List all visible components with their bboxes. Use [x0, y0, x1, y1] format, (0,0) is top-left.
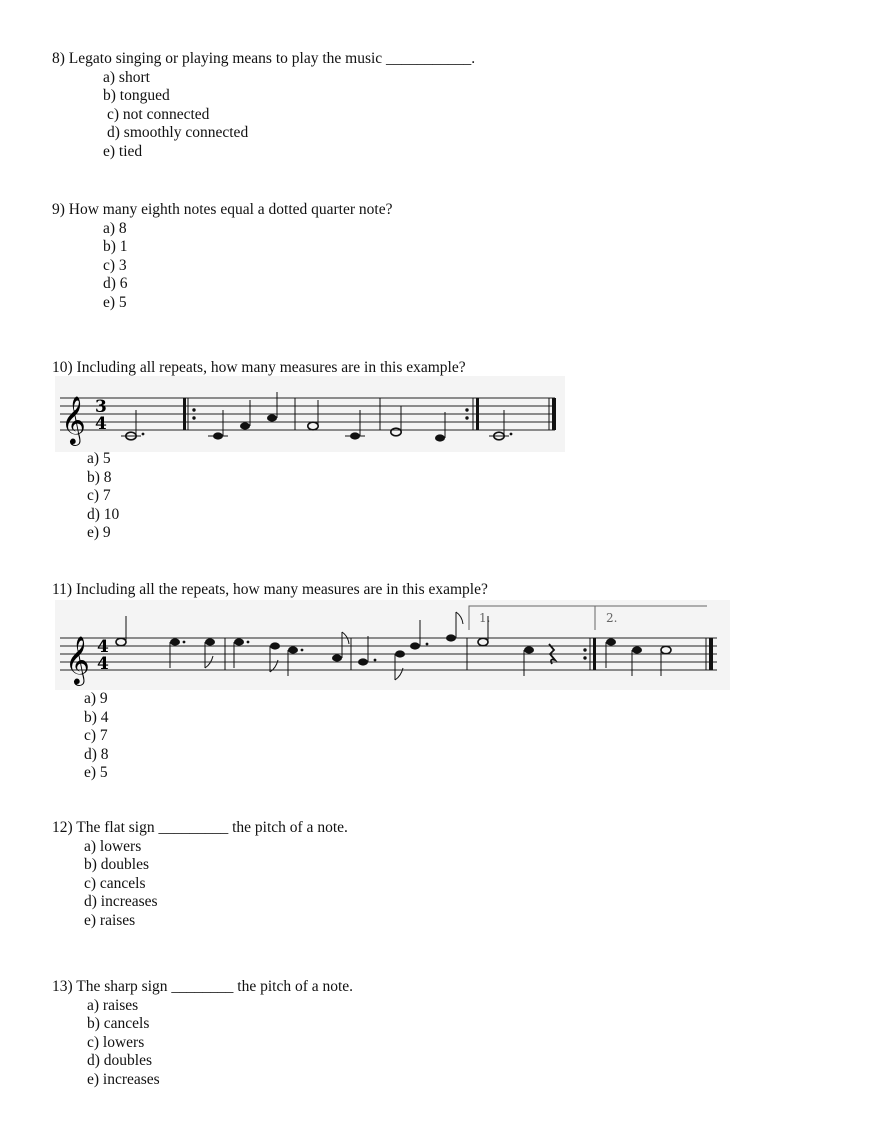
option-c[interactable]: c) lowers [87, 1033, 145, 1051]
option-b[interactable]: b) 8 [87, 468, 112, 486]
option-b[interactable]: b) doubles [84, 856, 150, 874]
option-d[interactable]: d) smoothly connected [107, 124, 249, 142]
second-ending-label: 2. [606, 611, 618, 625]
music-example-10 [55, 376, 565, 452]
question-stem: 12) The flat sign _________ the pitch of a note. [52, 819, 348, 836]
time-signature-bottom: 4 [97, 654, 109, 674]
option-d[interactable]: d) 8 [84, 745, 109, 763]
option-c[interactable]: c) 3 [103, 256, 127, 274]
option-d[interactable]: d) doubles [87, 1052, 153, 1070]
option-a[interactable]: a) raises [87, 996, 139, 1014]
question-10-options [87, 450, 119, 543]
time-signature-top: 4 [97, 637, 109, 657]
option-d[interactable]: d) 6 [103, 275, 128, 293]
option-d[interactable]: d) increases [84, 893, 158, 911]
option-e[interactable]: e) raises [84, 911, 136, 929]
question-12 [52, 819, 348, 931]
option-b[interactable]: b) 4 [84, 708, 109, 726]
option-e[interactable]: e) tied [103, 142, 143, 160]
option-b[interactable]: b) 1 [103, 238, 128, 256]
option-e[interactable]: e) 9 [87, 524, 111, 542]
option-e[interactable]: e) increases [87, 1070, 160, 1088]
option-a[interactable]: a) 8 [103, 219, 127, 237]
question-11 [52, 581, 488, 600]
question-10 [52, 359, 466, 378]
option-c[interactable]: c) not connected [107, 105, 210, 123]
option-a[interactable]: a) 9 [84, 690, 108, 707]
question-stem: 13) The sharp sign ________ the pitch of a note. [52, 978, 354, 995]
option-c[interactable]: c) 7 [87, 487, 111, 505]
option-e[interactable]: e) 5 [84, 764, 108, 782]
option-e[interactable]: e) 5 [103, 293, 127, 311]
option-b[interactable]: b) tongued [103, 87, 170, 105]
option-a[interactable]: a) lowers [84, 837, 142, 855]
staff-notation [55, 600, 730, 690]
staff-notation [55, 376, 565, 452]
question-9 [52, 201, 392, 313]
first-ending-label: 1. [479, 611, 491, 625]
option-c[interactable]: c) cancels [84, 874, 146, 892]
question-stem: 9) How many eighth notes equal a dotted quarter note? [52, 201, 393, 218]
treble-clef-icon: 𝄞 [61, 395, 86, 444]
option-a[interactable]: a) 5 [87, 450, 111, 467]
treble-clef-icon: 𝄞 [65, 635, 90, 684]
time-signature-bottom: 4 [95, 414, 107, 434]
question-stem: 8) Legato singing or playing means to play the music ___________. [52, 50, 476, 67]
question-8 [52, 50, 475, 162]
option-a[interactable]: a) short [103, 68, 150, 86]
music-example-11 [55, 600, 730, 690]
question-stem: 11) Including all the repeats, how many measures are in this example? [52, 581, 488, 598]
option-b[interactable]: b) cancels [87, 1015, 150, 1033]
question-11-options [84, 690, 109, 783]
question-stem: 10) Including all repeats, how many measures are in this example? [52, 359, 466, 376]
question-13 [52, 978, 353, 1090]
time-signature-top: 3 [95, 397, 107, 417]
option-d[interactable]: d) 10 [87, 505, 120, 523]
option-c[interactable]: c) 7 [84, 727, 108, 745]
